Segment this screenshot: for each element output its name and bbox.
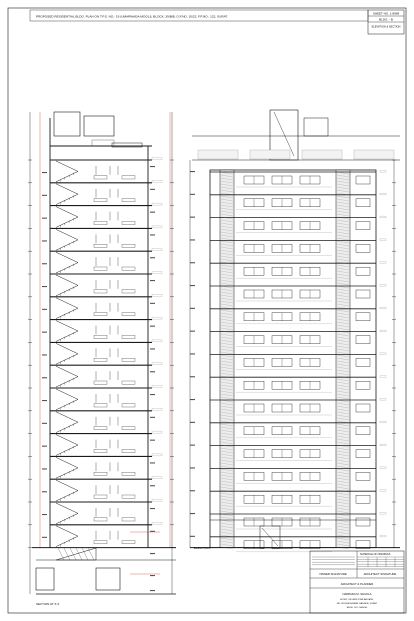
section-level-tag — [150, 531, 155, 532]
elevation-window — [356, 427, 370, 435]
section-stair-flight — [56, 480, 78, 490]
drawing-name: ELEVATION & SECTION — [371, 25, 401, 29]
section-stair-flight — [56, 435, 78, 445]
architect-planner-label: ARCHITECT & PLANNER — [340, 582, 374, 586]
section-ramp-hatch — [88, 548, 94, 560]
elevation-window — [356, 450, 370, 458]
elevation-level-tag — [190, 467, 195, 468]
section-stair-flight — [56, 321, 78, 331]
elevation-level-tag — [190, 239, 195, 240]
section-stair-flight — [56, 285, 78, 295]
section-room-tag — [94, 335, 107, 338]
section-level-tag — [42, 218, 47, 219]
elevation-level-marker — [380, 399, 386, 401]
section-stair-flight — [56, 161, 78, 171]
sheet-number: SHEET NO. 1-8/8/8 — [372, 11, 400, 16]
architect-address-1: B/1302, SILVERSTONE ARCADE, — [340, 599, 374, 601]
section-room-tag — [122, 404, 135, 407]
elevation-level-tag — [190, 536, 195, 537]
elevation-level-marker — [380, 444, 386, 446]
section-ramp-hatch — [76, 548, 82, 560]
elevation-window — [356, 495, 370, 503]
section-level-tag — [42, 354, 47, 355]
section-level-tag — [42, 309, 47, 310]
elevation-level-marker — [380, 193, 386, 195]
section-room-tag — [94, 199, 107, 202]
elevation-level-tag — [190, 331, 195, 332]
section-stair-flight — [56, 184, 78, 194]
section-label: SECTION AT X-X — [36, 602, 60, 606]
elevation-window — [356, 244, 370, 252]
elevation-level-marker — [380, 285, 386, 287]
elevation-window — [356, 358, 370, 366]
section-room-tag — [94, 176, 107, 179]
section-level-tag — [150, 257, 155, 258]
section-room-tag — [94, 495, 107, 498]
section-level-tag — [42, 172, 47, 173]
section-room-tag — [94, 381, 107, 384]
section-stair-flight — [56, 217, 78, 227]
elevation-level-tag — [190, 376, 195, 377]
statement-table — [312, 557, 404, 567]
section-room-tag — [94, 427, 107, 430]
section-room-tag — [122, 176, 135, 179]
section-stair-flight — [56, 331, 78, 341]
section-level-tag — [150, 485, 155, 486]
section-level-marker — [152, 500, 162, 502]
section-level-tag — [150, 440, 155, 441]
section-stair-flight — [56, 366, 78, 376]
section-room-tag — [122, 358, 135, 361]
elevation-level-tag — [190, 513, 195, 514]
section-room-tag — [122, 335, 135, 338]
section-level-tag — [150, 575, 155, 576]
section-ramp-hatch — [58, 548, 64, 560]
elevation-level-tag — [190, 445, 195, 446]
section-level-marker — [152, 272, 162, 274]
section-level-tag — [42, 263, 47, 264]
sheet-number-box — [368, 10, 404, 34]
elevation-level-marker — [380, 330, 386, 332]
section-stair-flight — [56, 399, 78, 409]
section-level-tag — [150, 212, 155, 213]
section-ramp — [56, 548, 96, 560]
elevation-level-marker — [380, 535, 386, 537]
elevation-level-marker — [380, 353, 386, 355]
section-level-tag — [150, 590, 155, 591]
section-level-tag — [42, 195, 47, 196]
section-room-tag — [122, 267, 135, 270]
section-level-tag — [150, 189, 155, 190]
section-room-tag — [122, 313, 135, 316]
elevation-label: ELEVATION — [194, 546, 211, 550]
section-level-marker — [152, 363, 162, 365]
section-level-marker — [152, 226, 162, 228]
elevation-level-marker — [380, 467, 386, 469]
elevation-railing-band — [354, 150, 394, 159]
architect-address-2: NR. SIDDHESHWARI, RANDER, SURAT. — [336, 603, 378, 605]
elevation-window — [356, 472, 370, 480]
section-stair-flight — [56, 298, 78, 308]
elevation-window — [356, 404, 370, 412]
section-level-tag — [42, 491, 47, 492]
elevation-level-marker — [380, 513, 386, 515]
section-stair-flight — [56, 377, 78, 387]
section-room-tag — [122, 518, 135, 521]
section-room-tag — [94, 221, 107, 224]
section-level-tag — [42, 468, 47, 469]
section-stair-flight — [56, 503, 78, 513]
section-stair-flight — [56, 194, 78, 204]
elevation-railing-band — [302, 150, 342, 159]
section-room-tag — [122, 541, 135, 544]
section-room-tag — [94, 404, 107, 407]
elevation-level-marker — [380, 421, 386, 423]
section-level-marker — [152, 317, 162, 319]
section-level-tag — [150, 508, 155, 509]
section-stair-flight — [56, 240, 78, 250]
section-level-tag — [150, 303, 155, 304]
section-room-tag — [122, 427, 135, 430]
section-stair-flight — [56, 422, 78, 432]
section-level-marker — [152, 249, 162, 251]
section-room-tag — [94, 472, 107, 475]
elevation-railing-band — [250, 150, 290, 159]
section-foundation-left — [36, 568, 54, 590]
section-level-tag — [42, 446, 47, 447]
section-stair-cabin — [84, 116, 114, 136]
elevation-level-marker — [380, 307, 386, 309]
elevation-railing-band — [198, 150, 238, 159]
elevation-mumty-stair — [274, 112, 294, 156]
section-stair-flight — [56, 412, 78, 422]
section-level-tag — [42, 400, 47, 401]
elevation-level-tag — [190, 422, 195, 423]
section-room-tag — [94, 358, 107, 361]
section-level-marker — [152, 477, 162, 479]
section-level-tag — [150, 394, 155, 395]
section-level-tag — [150, 280, 155, 281]
section-level-tag — [42, 377, 47, 378]
elevation-window — [356, 290, 370, 298]
section-level-marker — [152, 454, 162, 456]
section-room-tag — [122, 221, 135, 224]
elevation-level-marker — [380, 376, 386, 378]
section-stair-flight — [56, 252, 78, 262]
section-ramp-hatch — [70, 548, 76, 560]
section-level-tag — [150, 462, 155, 463]
section-level-tag — [150, 166, 155, 167]
section-stair-flight — [56, 445, 78, 455]
elevation-window — [356, 176, 370, 184]
section-level-tag — [42, 240, 47, 241]
section-room-tag — [122, 495, 135, 498]
section-room-tag — [94, 541, 107, 544]
section-level-marker — [152, 431, 162, 433]
elevation-window — [356, 381, 370, 389]
statement-title: SCHEDULE OF OPENINGS — [360, 553, 391, 556]
elevation-level-marker — [380, 239, 386, 241]
section-room-tag — [122, 449, 135, 452]
elevation-window — [356, 518, 370, 526]
section-level-tag — [150, 553, 155, 554]
section-stair-flight — [56, 263, 78, 273]
section-ramp-hatch — [64, 548, 70, 560]
elevation-water-tank — [304, 118, 328, 136]
title-block — [310, 551, 404, 613]
section-level-marker — [152, 158, 162, 160]
section-stair-flight — [56, 354, 78, 364]
section-level-tag — [150, 371, 155, 372]
elevation-level-tag — [190, 353, 195, 354]
section-stair-flight — [56, 513, 78, 523]
section-level-marker — [152, 386, 162, 388]
section-level-tag — [150, 234, 155, 235]
elevation-window — [356, 199, 370, 207]
architect-signature-label: ARCHITECT SIGNATURE — [363, 572, 397, 576]
section-room-tag — [122, 472, 135, 475]
section-level-tag — [42, 286, 47, 287]
section-room-tag — [122, 244, 135, 247]
section-stair-flight — [56, 389, 78, 399]
elevation-window — [356, 222, 370, 230]
section-level-tag — [150, 326, 155, 327]
elevation-level-marker — [380, 490, 386, 492]
architect-address-3: REGD. NO. CA/0000 — [346, 607, 368, 609]
section-room-tag — [122, 199, 135, 202]
section-level-marker — [152, 408, 162, 410]
elevation-window — [356, 336, 370, 344]
elevation-level-tag — [190, 171, 195, 172]
owner-signature-label: OWNER SIGNATURE — [319, 572, 347, 576]
section-stair-flight — [56, 536, 78, 546]
section-level-tag — [42, 537, 47, 538]
section-stair-flight — [56, 308, 78, 318]
section-stair-flight — [56, 468, 78, 478]
elevation-level-tag — [190, 217, 195, 218]
elevation-level-marker — [380, 216, 386, 218]
section-room-tag — [122, 381, 135, 384]
elevation-window — [356, 267, 370, 275]
section-room-tag — [94, 449, 107, 452]
section-stair-flight — [56, 275, 78, 285]
section-level-marker — [152, 294, 162, 296]
section-room-tag — [94, 267, 107, 270]
section-stair-flight — [56, 207, 78, 217]
section-stair-flight — [56, 229, 78, 239]
section-level-marker — [152, 340, 162, 342]
section-level-tag — [150, 348, 155, 349]
section-room-tag — [94, 313, 107, 316]
section-lift-machine-room — [54, 112, 80, 136]
section-tank-label-box — [92, 140, 114, 146]
section-level-tag — [150, 417, 155, 418]
section-level-marker — [152, 180, 162, 182]
section-level-tag — [42, 332, 47, 333]
building-name: BLDG. - B — [379, 17, 393, 22]
elevation-drawing — [190, 110, 400, 552]
elevation-level-tag — [190, 490, 195, 491]
elevation-level-tag — [190, 285, 195, 286]
elevation-level-tag — [190, 194, 195, 195]
section-level-marker — [152, 522, 162, 524]
section-stair-flight — [56, 457, 78, 467]
section-stair-flight — [56, 491, 78, 501]
elevation-window — [356, 313, 370, 321]
section-stair-flight — [56, 343, 78, 353]
section-drawing — [32, 112, 176, 594]
elevation-level-marker — [380, 171, 386, 173]
section-room-tag — [122, 290, 135, 293]
section-level-tag — [42, 514, 47, 515]
section-room-tag — [94, 244, 107, 247]
section-ramp-hatch — [82, 548, 88, 560]
section-room-tag — [94, 518, 107, 521]
elevation-level-tag — [190, 399, 195, 400]
section-stair-flight — [56, 526, 78, 536]
section-level-tag — [42, 423, 47, 424]
architect-name: NARPADA M. SHUKLA — [342, 592, 372, 596]
section-level-marker — [152, 203, 162, 205]
elevation-level-tag — [190, 262, 195, 263]
section-room-tag — [94, 290, 107, 293]
elevation-level-marker — [380, 262, 386, 264]
sheet-title: PROPOSED RESIDENTIAL BLDG. PLAN ON T.P.S. NO.: 19 (UMARWADA-MOGLI), BLOCK: 39/B/B, O.P.NO. 10/22, F.P.NO.: 122, SURAT. — [36, 14, 228, 19]
elevation-level-tag — [190, 308, 195, 309]
section-foundation-mid — [96, 568, 120, 590]
section-stair-flight — [56, 171, 78, 181]
